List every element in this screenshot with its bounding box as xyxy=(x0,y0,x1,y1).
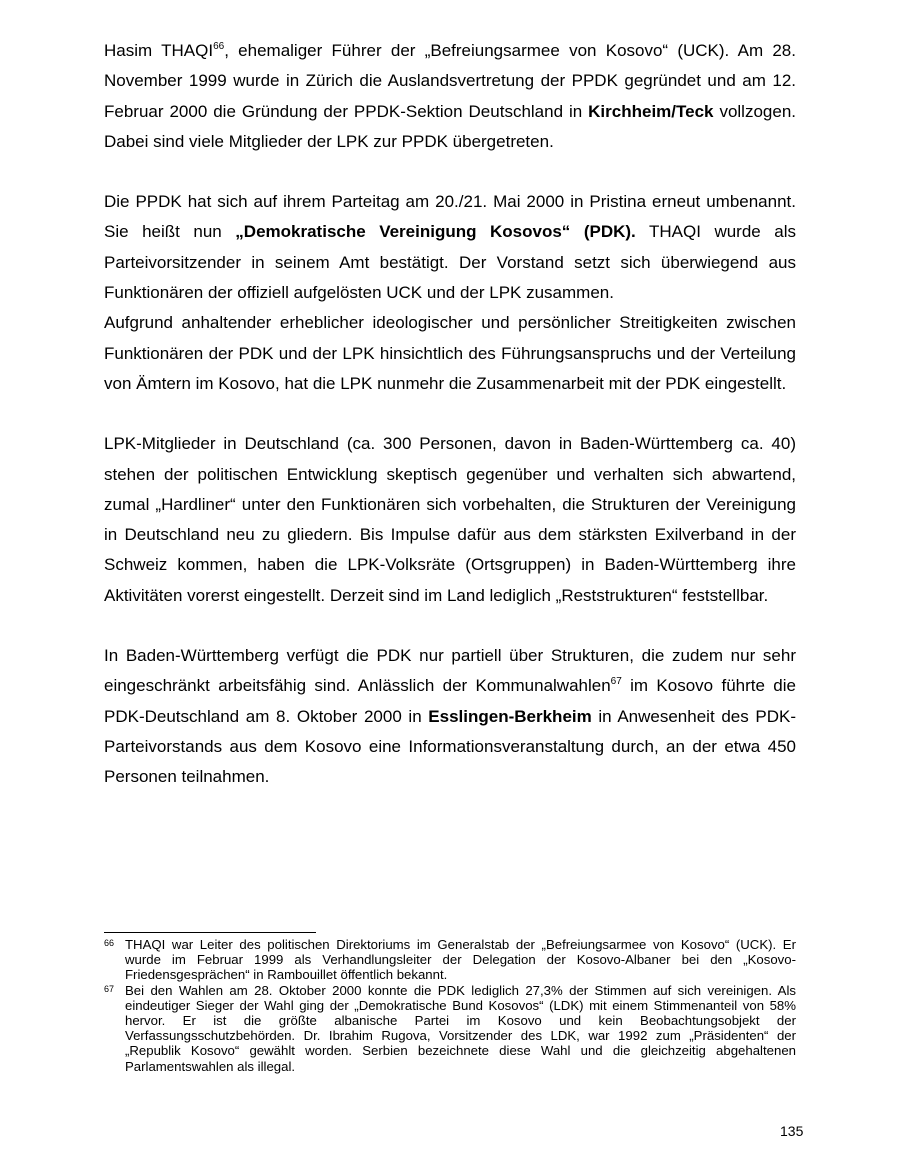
paragraph-lpk-members xyxy=(104,429,796,611)
text-span: , ehemaliger Führer der „Befreiungsarmee von Kosovo“ (UCK). Am 28. November 1999 wurde in Zürich die Auslandsvertretung der PPDK gegründet und am 12. Februar 2000 die Gründung der PPDK-Sektion Deutschland in xyxy=(104,41,796,121)
footnote-number: 66 xyxy=(104,938,115,948)
footnote-number: 67 xyxy=(104,983,115,994)
main-text xyxy=(104,36,796,793)
text-span: in Anwesenheit des PDK-Parteivorstands aus dem Kosovo eine Informationsveranstaltung durch, an der etwa 450 Personen teilnahmen. xyxy=(104,706,796,787)
footnote-66 xyxy=(104,937,796,983)
footnote-ref-66[interactable]: 66 xyxy=(213,41,225,52)
text-span: vollzogen. Dabei sind viele Mitglieder der LPK zur PPDK übergetreten. xyxy=(104,101,796,151)
footnote-separator xyxy=(104,932,316,933)
text-span: Aufgrund anhaltender erheblicher ideologischer und persönlicher Streitigkeiten zwischen Funktionären der PDK und der LPK hinsichtlich des Führungsanspruchs und der Verteilung von Ämtern im Kosovo, hat die LPK nunmehr die Zusammenarbeit mit der PDK eingestellt. xyxy=(104,313,796,393)
text-span: Die PPDK hat sich auf ihrem Parteitag am 20./21. Mai 2000 in Pristina erneut umbenannt. Sie heißt nun xyxy=(104,192,796,242)
text-span: Hasim THAQI xyxy=(104,41,214,60)
text-span: im Kosovo führte die PDK-Deutschland am 8. Oktober 2000 in xyxy=(104,676,796,726)
text-span: In Baden-Württemberg verfügt die PDK nur partiell über Strukturen, die zudem nur sehr eingeschränkt arbeitsfähig sind. Anlässlich der Kommunalwahlen xyxy=(104,646,796,696)
bold-party-name: „Demokratische Vereinigung Kosovos“ (PDK). xyxy=(235,222,636,242)
page-number: 135 xyxy=(780,1123,804,1139)
footnote-text: THAQI war Leiter des politischen Direktoriums im Generalstab der „Befreiungsarmee von Kosovo“ (UCK). Er wurde im Februar 1999 als Verhandlungsleiter der Delegation der Kosovo-Albaner bei den „Kosovo-Friedensgesprächen“ in Rambouillet öffentlich bekannt. xyxy=(125,937,796,983)
paragraph-disputes xyxy=(104,308,796,399)
text-span: LPK-Mitglieder in Deutschland (ca. 300 Personen, davon in Baden-Württemberg ca. 40) stehen der politischen Entwicklung skeptisch gegenüber und verhalten sich abwartend, zumal „Hardliner“ unter den Funktionären sich vorbehalten, die Strukturen der Vereinigung in Deutschland neu zu gliedern. Bis Impulse dafür aus dem stärksten Exilverband in der Schweiz kommen, haben die LPK-Volksräte (Ortsgruppen) in Baden-Württemberg ihre Aktivitäten vorerst eingestellt. Derzeit sind im Land lediglich „Reststrukturen“ feststellbar. xyxy=(104,434,796,605)
bold-place-name: Esslingen-Berkheim xyxy=(428,706,592,726)
paragraph-ppdk-founding xyxy=(104,36,796,157)
paragraph-pdk-baden-wuerttemberg xyxy=(104,641,796,792)
footnote-67 xyxy=(104,983,796,1074)
footnotes xyxy=(104,937,796,1074)
footnote-text: Bei den Wahlen am 28. Oktober 2000 konnte die PDK lediglich 27,3% der Stimmen auf sich vereinigen. Als eindeutiger Sieger der Wahl ging der „Demokratische Bund Kosovos“ (LDK) mit einem Stimmenanteil von 58% hervor. Er ist die größte albanische Partei im Kosovo und kein Beobachtungsobjekt der Verfassungsschutzbehörden. Dr. Ibrahim Rugova, Vorsitzender des LDK, war 1992 zum „Präsidenten“ der „Republik Kosovo“ gewählt worden. Serbien bezeichnete diese Wahl und die gleichzeitig abgehaltenen Parlamentswahlen als illegal. xyxy=(125,982,796,1074)
text-span: THAQI wurde als Parteivorsitzender in seinem Amt bestätigt. Der Vorstand setzt sich überwiegend aus Funktionären der offiziell aufgelösten UCK und der LPK zusammen. xyxy=(104,222,796,303)
footnote-ref-67[interactable]: 67 xyxy=(610,676,622,688)
bold-place-name: Kirchheim/Teck xyxy=(588,101,714,121)
paragraph-pdk-renaming xyxy=(104,187,796,308)
